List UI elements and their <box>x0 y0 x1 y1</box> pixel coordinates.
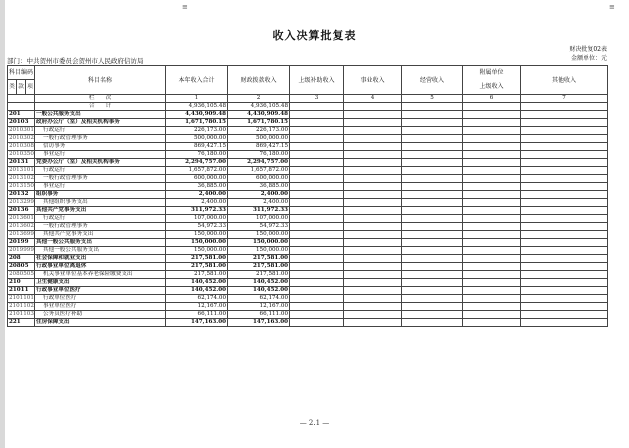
row-name: 行政事业单位医疗 <box>35 287 166 295</box>
row-fiscal: 2,400.00 <box>228 191 290 199</box>
row-name: 行政运行 <box>35 167 166 175</box>
row-fiscal: 1,671,780.15 <box>228 119 290 127</box>
row-code: 21011 <box>8 287 35 295</box>
row-total: 150,000.00 <box>166 247 228 255</box>
row-total: 150,000.00 <box>166 231 228 239</box>
table-row <box>8 295 608 303</box>
row-total: 217,581.00 <box>166 271 228 279</box>
row-fiscal: 217,581.00 <box>228 271 290 279</box>
row-fiscal: 500,000.00 <box>228 135 290 143</box>
row-total: 54,972.33 <box>166 223 228 231</box>
row-total: 140,452.00 <box>166 279 228 287</box>
corner-mark-right: ≡ <box>609 3 615 11</box>
table-row <box>8 247 608 255</box>
row-code: 2013602 <box>9 223 34 229</box>
row-name: 一般行政管理事务 <box>35 135 166 143</box>
row-fiscal: 36,885.00 <box>228 183 290 191</box>
table-row <box>8 135 608 143</box>
row-name: 住房保障支出 <box>35 319 166 327</box>
row-fiscal: 150,000.00 <box>228 239 290 247</box>
table-row <box>8 175 608 183</box>
row-code: 2013150 <box>9 183 34 189</box>
row-name: 其他一般公共服务支出 <box>35 239 166 247</box>
sum-label: 合 计 <box>35 103 166 111</box>
department-label: 部门：中共贺州市委员会贺州市人民政府信访局 <box>7 57 144 65</box>
row-name: 信访事务 <box>35 143 166 151</box>
table-row <box>8 199 608 207</box>
table-row <box>8 191 608 199</box>
sum-row <box>8 103 608 111</box>
table-row <box>8 215 608 223</box>
row-code: 2101102 <box>9 303 34 309</box>
row-name: 事业运行 <box>35 151 166 159</box>
unit-label: 金额单位：元 <box>570 55 607 62</box>
row-total: 869,427.15 <box>166 143 228 151</box>
row-total: 150,000.00 <box>166 239 228 247</box>
row-name: 一般公共服务支出 <box>35 111 166 119</box>
row-code: 2010308 <box>9 143 34 149</box>
row-fiscal: 66,111.00 <box>228 311 290 319</box>
row-total: 140,452.00 <box>166 287 228 295</box>
row-fiscal: 150,000.00 <box>228 231 290 239</box>
row-fiscal: 140,452.00 <box>228 279 290 287</box>
table-row <box>8 287 608 295</box>
row-name: 行政事业单位离退休 <box>35 263 166 271</box>
row-code: 2013699 <box>9 231 34 237</box>
table-row <box>8 119 608 127</box>
col-index-5: 5 <box>402 95 463 103</box>
header-business: 事业收入 <box>344 66 402 95</box>
table-row <box>8 231 608 239</box>
lanci-label: 栏 次 <box>35 95 166 103</box>
col-index-3: 3 <box>290 95 344 103</box>
row-code: 2013299 <box>9 199 34 205</box>
row-code: 20805 <box>8 263 35 271</box>
row-code: 2010350 <box>9 151 34 157</box>
row-fiscal: 311,972.33 <box>228 207 290 215</box>
row-fiscal: 4,430,909.48 <box>228 111 290 119</box>
col-index-2: 2 <box>228 95 290 103</box>
row-total: 62,174.00 <box>166 295 228 303</box>
col-index-4: 4 <box>344 95 402 103</box>
row-fiscal: 62,174.00 <box>228 295 290 303</box>
form-code: 财决批复02表 <box>569 46 607 53</box>
col-index-7: 7 <box>521 95 608 103</box>
row-name: 其他组织事务支出 <box>35 199 166 207</box>
table-row <box>8 167 608 175</box>
row-name: 行政单位医疗 <box>35 295 166 303</box>
row-total: 76,180.00 <box>166 151 228 159</box>
row-code: 210 <box>8 279 35 287</box>
row-total: 311,972.33 <box>166 207 228 215</box>
row-total: 217,581.00 <box>166 263 228 271</box>
row-fiscal: 76,180.00 <box>228 151 290 159</box>
row-name: 组织事务 <box>35 191 166 199</box>
page-edge <box>0 0 5 448</box>
row-name: 机关事业单位基本养老保险缴费支出 <box>35 271 166 279</box>
header-xiang: 项 <box>26 80 35 95</box>
page-number: — 2.1 — <box>299 419 330 427</box>
row-total: 12,167.00 <box>166 303 228 311</box>
row-fiscal: 226,173.00 <box>228 127 290 135</box>
header-code: 科目编码 <box>8 66 35 80</box>
row-name: 卫生健康支出 <box>35 279 166 287</box>
table-row <box>8 271 608 279</box>
row-fiscal: 147,163.00 <box>228 319 290 327</box>
row-name: 其他共产党事务支出 <box>35 231 166 239</box>
row-code: 2010301 <box>9 127 34 133</box>
row-total: 226,173.00 <box>166 127 228 135</box>
table-row <box>8 127 608 135</box>
row-name: 事业单位医疗 <box>35 303 166 311</box>
table-row <box>8 207 608 215</box>
row-name: 一般行政管理事务 <box>35 175 166 183</box>
row-code: 20103 <box>8 119 35 127</box>
row-code: 2013601 <box>9 215 34 221</box>
row-total: 2,294,757.00 <box>166 159 228 167</box>
header-subsidy: 上级补助收入 <box>290 66 344 95</box>
table-row <box>8 255 608 263</box>
row-total: 2,400.00 <box>166 199 228 207</box>
row-code: 2010302 <box>9 135 34 141</box>
row-total: 2,400.00 <box>166 191 228 199</box>
row-name: 事业运行 <box>35 183 166 191</box>
row-code: 2101103 <box>9 311 34 317</box>
row-fiscal: 1,657,872.00 <box>228 167 290 175</box>
table-row <box>8 111 608 119</box>
header-affiliated <box>463 66 521 95</box>
row-code: 221 <box>8 319 35 327</box>
table-row <box>8 183 608 191</box>
row-total: 36,885.00 <box>166 183 228 191</box>
col-index-6: 6 <box>463 95 521 103</box>
row-code: 201 <box>8 111 35 119</box>
row-fiscal: 140,452.00 <box>228 287 290 295</box>
table-row <box>8 319 608 327</box>
row-fiscal: 2,400.00 <box>228 199 290 207</box>
row-fiscal: 869,427.15 <box>228 143 290 151</box>
table-row <box>8 239 608 247</box>
header-name: 科目名称 <box>35 66 166 95</box>
row-code: 208 <box>8 255 35 263</box>
row-code: 20199 <box>8 239 35 247</box>
row-name: 行政运行 <box>35 215 166 223</box>
row-code: 20136 <box>8 207 35 215</box>
header-operating: 经营收入 <box>402 66 463 95</box>
row-fiscal: 54,972.33 <box>228 223 290 231</box>
row-total: 4,430,909.48 <box>166 111 228 119</box>
row-total: 217,581.00 <box>166 255 228 263</box>
table-row <box>8 151 608 159</box>
table-row <box>8 303 608 311</box>
row-name: 公务员医疗补助 <box>35 311 166 319</box>
row-fiscal: 600,000.00 <box>228 175 290 183</box>
row-name: 其他一般公共服务支出 <box>35 247 166 255</box>
table-row <box>8 263 608 271</box>
row-total: 147,163.00 <box>166 319 228 327</box>
sum-fiscal: 4,936,105.48 <box>228 103 290 111</box>
column-index-row <box>8 95 608 103</box>
row-code: 20131 <box>8 159 35 167</box>
sum-total: 4,936,105.48 <box>166 103 228 111</box>
header-affiliated-top: 附属单位 <box>479 69 504 76</box>
table-row <box>8 143 608 151</box>
row-name: 政府办公厅（室）及相关机构事务 <box>35 119 166 127</box>
row-total: 600,000.00 <box>166 175 228 183</box>
row-code: 20132 <box>8 191 35 199</box>
table-row <box>8 311 608 319</box>
row-code: 2080505 <box>9 271 34 277</box>
row-fiscal: 107,000.00 <box>228 215 290 223</box>
corner-mark-left: ≡ <box>182 3 188 11</box>
row-fiscal: 12,167.00 <box>228 303 290 311</box>
row-name: 一般行政管理事务 <box>35 223 166 231</box>
table-row <box>8 159 608 167</box>
row-total: 66,111.00 <box>166 311 228 319</box>
row-fiscal: 150,000.00 <box>228 247 290 255</box>
header-kuan: 款 <box>17 80 26 95</box>
row-name: 行政运行 <box>35 127 166 135</box>
row-code: 2019999 <box>9 247 34 253</box>
header-lei: 类 <box>8 80 17 95</box>
col-index-1: 1 <box>166 95 228 103</box>
table-row <box>8 223 608 231</box>
header-affiliated-bottom: 上级收入 <box>479 83 504 90</box>
row-total: 500,000.00 <box>166 135 228 143</box>
row-total: 1,671,780.15 <box>166 119 228 127</box>
row-name: 党委办公厅（室）及相关机构事务 <box>35 159 166 167</box>
row-fiscal: 2,294,757.00 <box>228 159 290 167</box>
header-other: 其他收入 <box>521 66 608 95</box>
row-fiscal: 217,581.00 <box>228 255 290 263</box>
row-code: 2013101 <box>9 167 34 173</box>
income-table <box>7 65 608 327</box>
header-fiscal: 财政拨款收入 <box>228 66 290 95</box>
table-row <box>8 279 608 287</box>
row-code: 2013102 <box>9 175 34 181</box>
row-name: 其他共产党事务支出 <box>35 207 166 215</box>
header-total: 本年收入合计 <box>166 66 228 95</box>
page-title: 收入决算批复表 <box>272 29 357 42</box>
row-total: 1,657,872.00 <box>166 167 228 175</box>
row-fiscal: 217,581.00 <box>228 263 290 271</box>
row-total: 107,000.00 <box>166 215 228 223</box>
row-name: 社会保障和就业支出 <box>35 255 166 263</box>
row-code: 2101101 <box>9 295 34 301</box>
